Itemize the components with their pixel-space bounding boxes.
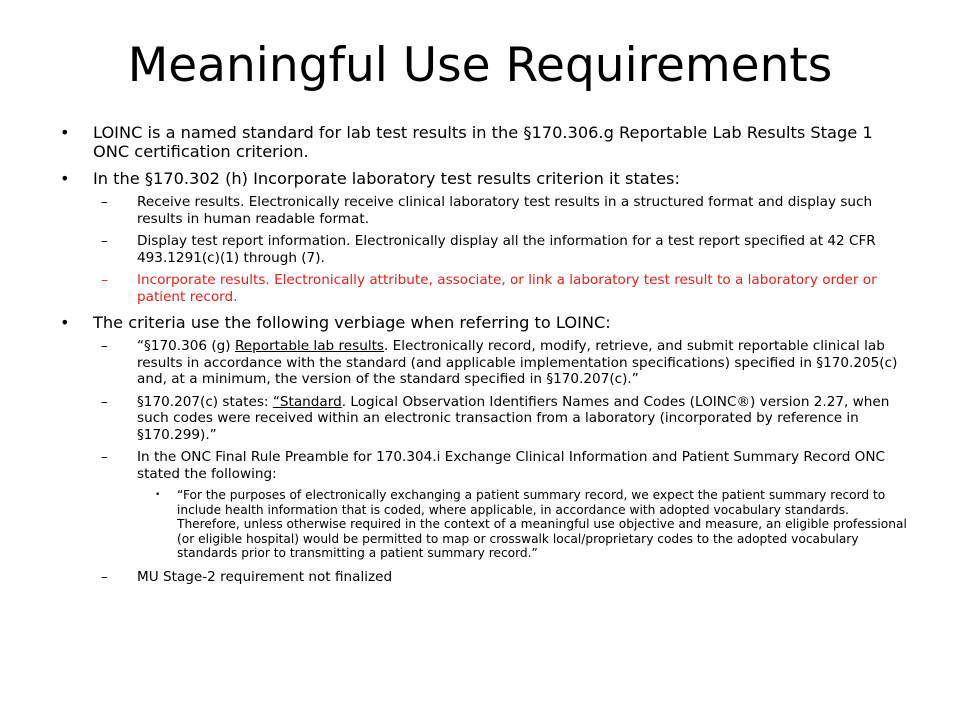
dash-icon: – (101, 233, 108, 249)
sub-bullet-display-test-report (60, 233, 910, 266)
bullet-icon: • (60, 123, 70, 142)
sub-bullet-text: Receive results. Electronically receive clinical laboratory test results in a structured format and display such results in human readable format. (137, 194, 873, 227)
dash-icon: – (101, 272, 108, 288)
underlined-term: “Standard (272, 393, 342, 410)
small-bullet-icon: • (155, 490, 161, 500)
sub-bullet-text-prefix: §170.207(c) states: (137, 393, 273, 410)
bullet-icon: • (60, 169, 70, 188)
bullet-text: In the §170.302 (h) Incorporate laboratory test results criterion it states: (93, 169, 680, 188)
sub-list (93, 338, 910, 585)
sub-bullet-text-suffix: . Logical Observation Identifiers Names and Codes (LOINC®) version 2.27, when such codes were received within an electronic transaction from a laboratory (incorporated by reference in §170.299).” (137, 393, 890, 443)
sub-bullet-text-prefix: “§170.306 (g) (137, 338, 235, 354)
sub-bullet-170-207-c (60, 394, 910, 444)
slide-content (60, 123, 910, 593)
dash-icon: – (101, 393, 108, 410)
bullet-loinc-standard (60, 123, 910, 161)
dash-icon: – (101, 568, 108, 585)
bullet-criteria-verbiage (60, 313, 910, 585)
slide-title: Meaningful Use Requirements (127, 38, 833, 93)
sub-bullet-receive-results (60, 194, 910, 227)
sub-bullet-incorporate-results (60, 272, 910, 305)
quote-text: “For the purposes of electronically exchanging a patient summary record, we expect the patient summary record to include health information that is coded, where applicable, in accordance with adopted vocabulary standards. Therefore, unless otherwise required in the context of a meaningful use objective and measure, an eligible professional (or eligible hospital) would be permitted to map or crosswalk local/proprietary codes to the adopted vocabulary standards prior to transmitting a patient summary record.” (177, 488, 907, 560)
dash-icon: – (101, 194, 108, 210)
underlined-term: Reportable lab results (234, 338, 385, 354)
sub-bullet-text: In the ONC Final Rule Preamble for 170.304.i Exchange Clinical Information and Patient Summary Record ONC stated the following: (137, 449, 886, 482)
sub-bullet-mu-stage-2 (60, 569, 910, 586)
sub-list (93, 194, 910, 305)
sub-sub-list (137, 488, 910, 561)
dash-icon: – (101, 449, 108, 465)
sub-bullet-170-306-g (60, 338, 910, 388)
sub-bullet-text-suffix: . Electronically record, modify, retrieve, and submit reportable clinical lab results in accordance with the standard (and applicable implementation specifications) specified in §170.205(c) and, at a minimum, the version of the standard specified in §170.207(c).” (137, 338, 898, 387)
sub-bullet-text: Display test report information. Electronically display all the information for a test report specified at 42 CFR 493.1291(c)(1) through (7). (137, 233, 876, 266)
bullet-icon: • (60, 313, 70, 332)
sub-bullet-text: Incorporate results. Electronically attribute, associate, or link a laboratory test result to a laboratory order or patient record. (137, 272, 877, 305)
bullet-incorporate-criterion (60, 169, 910, 305)
sub-bullet-onc-preamble (60, 449, 910, 561)
bullet-text: LOINC is a named standard for lab test results in the §170.306.g Reportable Lab Results Stage 1 ONC certification criterion. (93, 123, 873, 161)
quote-bullet-patient-summary (60, 488, 910, 561)
dash-icon: – (101, 338, 108, 354)
bullet-text: The criteria use the following verbiage when referring to LOINC: (93, 313, 611, 332)
sub-bullet-text: MU Stage-2 requirement not finalized (137, 568, 393, 585)
